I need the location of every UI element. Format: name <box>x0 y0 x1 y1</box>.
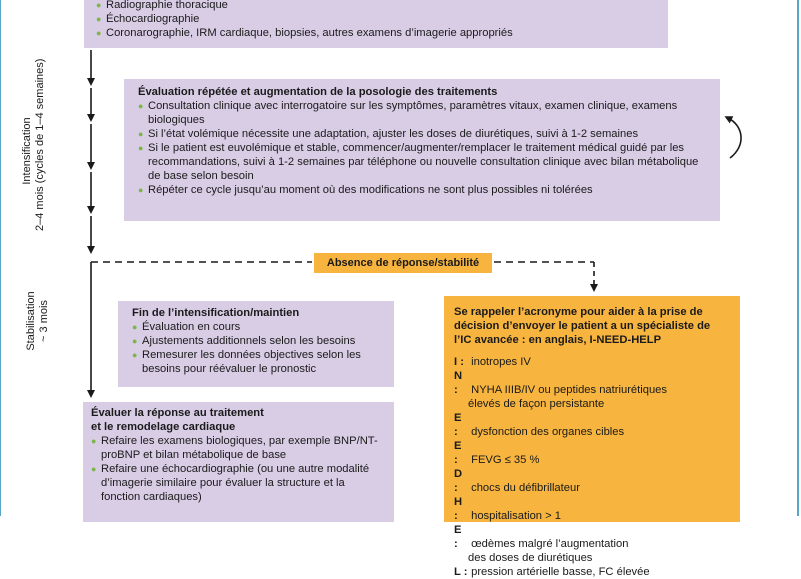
acronym-item <box>454 411 730 439</box>
acronym-key: L : <box>454 566 468 578</box>
acronym-key: I : <box>454 356 464 368</box>
no-response-tag: Absence de réponse/stabilité <box>314 253 492 273</box>
list-item: ● Répéter ce cycle jusqu’au moment où des modifications ne sont plus possibles ni tolérées <box>138 183 708 197</box>
intensification-label <box>21 58 51 231</box>
acronym-text: inotropes IV <box>471 356 531 368</box>
list-item: ● Si le patient est euvolémique et stable, commencer/augmenter/remplacer le traitement médical guidé par les recommandations, suivi à 1-2 semaines par téléphone ou nouvelle consultation clinique avec bilan métabolique de base selon besoin <box>138 141 708 183</box>
stabilisation-title: Stabilisation <box>25 291 37 351</box>
stabilisation-duration: ~ 3 mois <box>38 300 50 342</box>
acronym-key: E : <box>454 524 462 550</box>
list-item: ● Remesurer les données objectives selon les besoins pour réévaluer le pronostic <box>132 348 382 376</box>
remodeling-title-line2: et le remodelage cardiaque <box>91 421 236 433</box>
stabilisation-label <box>25 271 55 371</box>
acronym-title: Se rappeler l’acronyme pour aider à la prise de décision d’envoyer le patient a un spécialiste de l’IC avancée : en anglais, I-NEED-HELP <box>454 306 711 346</box>
remodeling-list <box>91 434 386 504</box>
evaluation-list <box>138 99 708 197</box>
acronym-item <box>454 369 730 411</box>
acronym-key: E : <box>454 412 462 438</box>
list-item: ● Radiographie thoracique <box>96 0 656 12</box>
list-item: ● Ajustements additionnels selon les besoins <box>132 334 382 348</box>
acronym-list <box>454 355 730 579</box>
acronym-text: FEVG ≤ 35 % <box>471 454 540 466</box>
list-item: ● Échocardiographie <box>96 12 656 26</box>
acronym-key: N : <box>454 370 463 396</box>
list-item: ● Refaire une échocardiographie (ou une autre modalité d’imagerie similaire pour évaluer la structure et la fonction cardiaques) <box>91 462 386 504</box>
evaluation-box <box>124 79 720 221</box>
maintenance-box <box>118 301 394 387</box>
acronym-text-continued: des doses de diurétiques <box>468 552 593 564</box>
list-item: ● Refaire les examens biologiques, par exemple BNP/NT-proBNP et bilan métabolique de base <box>91 434 386 462</box>
acronym-text-continued: élevés de façon persistante <box>468 398 605 410</box>
list-item: ● Si l’état volémique nécessite une adaptation, ajuster les doses de diurétiques, suivi à 1-2 semaines <box>138 127 708 141</box>
initial-exams-box <box>84 0 668 48</box>
intensification-duration: 2–4 mois (cycles de 1–4 semaines) <box>34 58 46 231</box>
acronym-text: chocs du défibrillateur <box>471 482 580 494</box>
acronym-box <box>444 296 740 578</box>
acronym-text: hospitalisation > 1 <box>471 510 561 522</box>
acronym-key: E : <box>454 440 462 466</box>
acronym-item <box>454 523 730 565</box>
acronym-item <box>454 439 730 467</box>
maintenance-list <box>132 320 382 376</box>
acronym-text: NYHA IIIB/IV ou peptides natriurétiques <box>471 384 667 396</box>
remodeling-box <box>83 402 394 522</box>
intensification-title: Intensification <box>21 117 33 185</box>
acronym-item <box>454 565 730 579</box>
acronym-text: œdèmes malgré l’augmentation <box>471 538 629 550</box>
evaluation-title: Évaluation répétée et augmentation de la posologie des traitements <box>138 86 498 98</box>
acronym-item <box>454 467 730 495</box>
remodeling-title-line1: Évaluer la réponse au traitement <box>91 407 264 419</box>
acronym-text: dysfonction des organes cibles <box>471 426 625 438</box>
acronym-key: H : <box>454 496 463 522</box>
maintenance-title: Fin de l’intensification/maintien <box>132 307 300 319</box>
initial-exams-list <box>96 0 656 40</box>
list-item: ● Coronarographie, IRM cardiaque, biopsies, autres examens d’imagerie appropriés <box>96 26 656 40</box>
acronym-key: D : <box>454 468 463 494</box>
cycle-loop-arrow <box>728 118 741 158</box>
acronym-item <box>454 495 730 523</box>
list-item: ● Évaluation en cours <box>132 320 382 334</box>
list-item: ● Consultation clinique avec interrogatoire sur les symptômes, paramètres vitaux, examen clinique, examens biologiques <box>138 99 708 127</box>
acronym-text: pression artérielle basse, FC élevée <box>471 566 650 578</box>
acronym-item <box>454 355 730 369</box>
